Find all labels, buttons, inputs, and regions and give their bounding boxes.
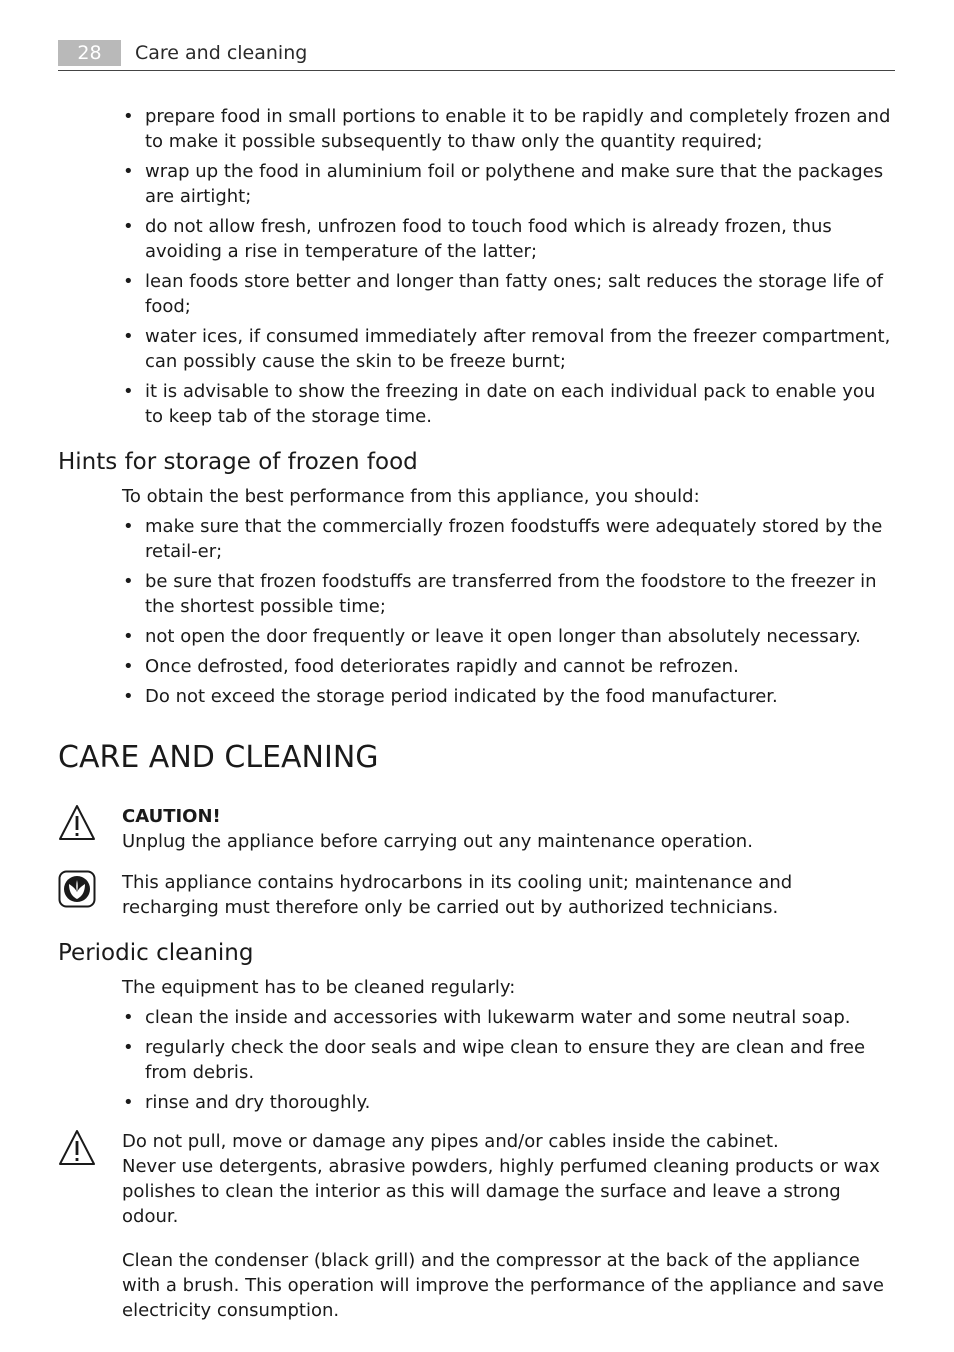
list-item: • wrap up the food in aluminium foil or polythene and make sure that the packages are airtight; [122,159,894,209]
list-item: • be sure that frozen foodstuffs are transferred from the foodstore to the freezer in the shortest possible time; [122,569,894,619]
hydrocarbon-notice [58,870,894,920]
warning-triangle-icon [58,1129,96,1167]
warning-line-2: Never use detergents, abrasive powders, highly perfumed cleaning products or wax polishes to clean the interior as this will damage the surface and leave a strong odour. [122,1156,880,1227]
caution-notice [58,804,894,854]
periodic-list [58,1005,894,1115]
storage-hints-heading: Hints for storage of frozen food [58,449,418,475]
list-item: • rinse and dry thoroughly. [122,1090,894,1115]
list-item: • water ices, if consumed immediately after removal from the freezer compartment, can possibly cause the skin to be freeze burnt; [122,324,894,374]
list-item: • make sure that the commercially frozen foodstuffs were adequately stored by the retail-er; [122,514,894,564]
list-item: • do not allow fresh, unfrozen food to touch food which is already frozen, thus avoiding a rise in temperature of the latter; [122,214,894,264]
list-item: • it is advisable to show the freezing in date on each individual pack to enable you to keep tab of the storage time. [122,379,894,429]
freezing-tips-list [58,104,894,429]
page-header [58,40,895,71]
list-item: • Once defrosted, food deteriorates rapidly and cannot be refrozen. [122,654,894,679]
list-item: • not open the door frequently or leave it open longer than absolutely necessary. [122,624,894,649]
list-item: • clean the inside and accessories with lukewarm water and some neutral soap. [122,1005,894,1030]
caution-text: Unplug the appliance before carrying out any maintenance operation. [122,831,753,852]
storage-hints-intro: To obtain the best performance from this appliance, you should: [122,486,700,507]
page-content [58,104,894,1339]
list-item: • regularly check the door seals and wipe clean to ensure they are clean and free from debris. [122,1035,894,1085]
list-item: • lean foods store better and longer than fatty ones; salt reduces the storage life of food; [122,269,894,319]
list-item: • prepare food in small portions to enable it to be rapidly and completely frozen and to make it possible subsequently to thaw only the quantity required; [122,104,894,154]
page-number: 28 [58,40,121,66]
cleaning-warning-notice [58,1129,894,1323]
warning-triangle-icon [58,804,96,842]
caution-title: CAUTION! [122,806,221,827]
environment-flower-icon [58,870,96,908]
periodic-intro: The equipment has to be cleaned regularly: [122,977,516,998]
hydrocarbon-text: This appliance contains hydrocarbons in its cooling unit; maintenance and recharging must therefore only be carried out by authorized technicians. [122,872,793,918]
running-title: Care and cleaning [135,42,308,64]
list-item: • Do not exceed the storage period indicated by the food manufacturer. [122,684,894,709]
periodic-cleaning-heading: Periodic cleaning [58,940,254,966]
care-cleaning-heading: CARE AND CLEANING [58,740,379,775]
storage-hints-list [58,514,894,709]
condenser-text: Clean the condenser (black grill) and the compressor at the back of the appliance with a brush. This operation will improve the performance of the appliance and save electricity consumption. [122,1250,884,1321]
warning-line-1: Do not pull, move or damage any pipes and/or cables inside the cabinet. [122,1131,779,1152]
